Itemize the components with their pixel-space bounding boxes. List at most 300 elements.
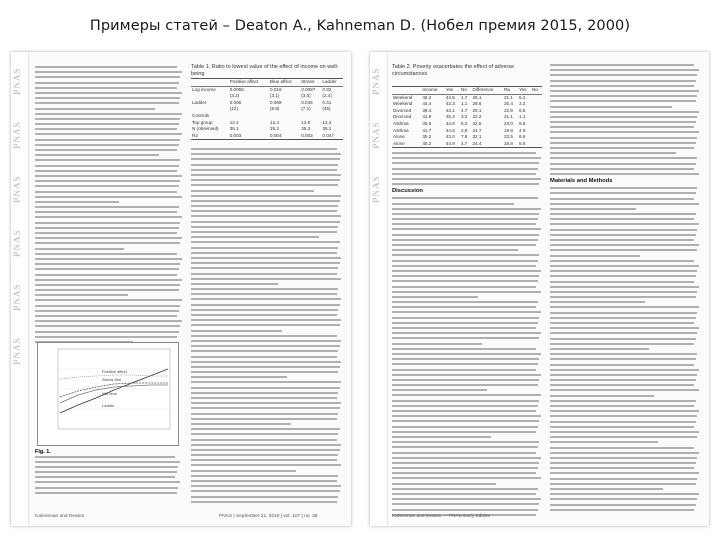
text-line (191, 381, 341, 383)
text-line (550, 317, 696, 319)
text-line (191, 387, 340, 389)
text-line (191, 464, 341, 466)
table-header-cell (392, 87, 421, 94)
text-line (191, 205, 338, 207)
text-line (550, 100, 696, 102)
text-line (191, 501, 337, 503)
table-cell: 2.9 (460, 127, 468, 133)
table-cell: (12) (229, 106, 238, 112)
text-line (392, 296, 478, 298)
table-header-cell: Ladder (321, 79, 343, 86)
journal-side-strip (370, 52, 388, 526)
table-row (392, 114, 542, 121)
text-line (550, 74, 697, 76)
table-row (191, 126, 343, 133)
text-line (392, 223, 536, 225)
text-line (35, 471, 177, 473)
text-line (35, 211, 177, 213)
table-row (191, 113, 343, 120)
text-line (35, 154, 159, 156)
table-header-cell: Yes (445, 87, 460, 94)
text-line (550, 223, 699, 225)
table-cell: 8.6 (519, 134, 526, 140)
table-cell: 38.4 (422, 107, 432, 113)
footer-left: Kahneman and Deaton (35, 514, 85, 519)
table-header-cell: No (460, 87, 472, 94)
journal-mark: PNAS (12, 229, 22, 257)
table-row (191, 106, 343, 113)
text-line (550, 208, 636, 210)
table-cell: 5.2 (519, 94, 526, 100)
table-1 (191, 78, 343, 140)
table-header-cell: Difference (471, 87, 502, 94)
figure-plot (37, 342, 179, 446)
text-line (550, 431, 699, 433)
journal-mark: PNAS (12, 337, 22, 365)
text-line (392, 152, 536, 154)
table-header-cell: Blue affect (269, 79, 300, 86)
text-line (550, 436, 697, 438)
table-row (191, 100, 343, 107)
text-line (392, 343, 482, 345)
text-line (35, 476, 175, 478)
text-line (392, 327, 536, 329)
table-cell (300, 113, 321, 120)
text-line (550, 229, 697, 231)
text-line (392, 369, 536, 371)
text-line (550, 301, 645, 303)
text-line (392, 509, 538, 511)
text-line (191, 174, 341, 176)
text-line (35, 165, 179, 167)
text-line (191, 298, 341, 300)
table-cell: (2.4) (322, 93, 332, 99)
table-cell: R2 (192, 132, 198, 138)
text-line (35, 325, 180, 327)
text-line (35, 196, 182, 198)
text-line (392, 203, 514, 205)
journal-mark: PNAS (371, 175, 381, 203)
text-line (550, 322, 694, 324)
table-cell: 9.5 (519, 120, 526, 126)
table-cell: 24.7 (472, 127, 482, 133)
text-line (550, 116, 697, 118)
table-cell: 12.4 (322, 119, 332, 125)
text-line (191, 221, 340, 223)
table-cell: Ladder (192, 99, 207, 105)
text-line (35, 268, 179, 270)
table-cell: 0.045 (301, 99, 313, 105)
text-line (550, 90, 699, 92)
text-line (35, 227, 179, 229)
text-line (191, 444, 341, 446)
text-line (191, 330, 282, 332)
text-line (35, 232, 177, 234)
table-row (191, 86, 343, 93)
table-cell: 24.4 (472, 140, 482, 146)
text-line (35, 87, 177, 89)
text-line (392, 173, 536, 175)
text-line (550, 106, 672, 108)
table-row (392, 141, 542, 148)
text-line (191, 340, 341, 342)
text-line (35, 305, 180, 307)
text-line (550, 410, 699, 412)
text-line (392, 197, 538, 199)
table-cell: 46.2 (422, 94, 432, 100)
text-line (550, 213, 696, 215)
table-cell (229, 113, 269, 120)
text-line (550, 405, 694, 407)
text-line (35, 237, 182, 239)
text-line (392, 254, 539, 256)
journal-mark: PNAS (371, 121, 381, 149)
text-line (392, 483, 496, 485)
text-line (35, 242, 180, 244)
table-cell: 26.1 (472, 94, 482, 100)
text-line (550, 426, 694, 428)
text-line (550, 296, 696, 298)
text-line (191, 200, 340, 202)
text-line (191, 226, 338, 228)
text-line (191, 309, 338, 311)
table-cell: 0.004 (270, 132, 282, 138)
text-line (550, 281, 694, 283)
text-line (191, 262, 340, 264)
text-line (191, 195, 341, 197)
text-line (392, 306, 536, 308)
table-cell: 35.3 (301, 126, 311, 132)
text-line (392, 384, 538, 386)
text-line (550, 467, 694, 469)
text-line (550, 364, 694, 366)
text-line (392, 426, 538, 428)
text-line (191, 273, 337, 275)
text-line (35, 185, 179, 187)
text-line (392, 410, 536, 412)
table-cell: Weekend (393, 94, 413, 100)
text-line (550, 441, 658, 443)
table-row (191, 120, 343, 127)
text-line (550, 85, 694, 87)
text-line (392, 208, 541, 210)
table-cell: 23.5 (503, 134, 513, 140)
text-line (35, 487, 178, 489)
text-line (550, 421, 696, 423)
text-line (550, 358, 696, 360)
text-line (191, 413, 338, 415)
series-label: Not blue (102, 391, 117, 396)
table-cell: (3.1) (270, 93, 280, 99)
journal-mark: PNAS (12, 67, 22, 95)
text-line (550, 286, 699, 288)
table-cell: 0.0058 (229, 86, 244, 92)
table-cell: 5.2 (460, 120, 468, 126)
text-line (550, 395, 654, 397)
text-line (191, 392, 338, 394)
table-cell: 1.1 (460, 101, 468, 107)
text-line (392, 394, 541, 396)
text-line (191, 350, 338, 352)
text-line (550, 198, 694, 200)
text-line (550, 203, 699, 205)
table-row (392, 108, 542, 115)
text-line (35, 118, 180, 120)
text-line (550, 498, 697, 500)
table-cell: Weekend (393, 101, 413, 107)
table-header-cell: Yes (518, 87, 531, 94)
table-cell (269, 113, 300, 120)
table-cell: 23.0 (503, 120, 513, 126)
text-line (392, 322, 538, 324)
text-line (191, 179, 340, 181)
text-line (35, 263, 180, 265)
text-line (35, 108, 155, 110)
text-line (392, 400, 539, 402)
text-line (392, 493, 536, 495)
text-line (35, 299, 182, 301)
table-cell: 41.9 (422, 114, 432, 120)
text-line (191, 169, 337, 171)
text-line (550, 260, 694, 262)
table-cell: 0.003 (301, 132, 313, 138)
table-caption: Table 1. Ratio to lowest value of the effect of income on well-being (191, 64, 339, 77)
table-cell: 12.5 (301, 119, 311, 125)
table-cell: 32.1 (472, 134, 482, 140)
text-line (392, 286, 536, 288)
text-line (35, 170, 177, 172)
table-cell: Divorced (393, 114, 412, 120)
table-cell: 35.2 (270, 126, 279, 132)
table-header-cell: Stress (300, 79, 321, 86)
series-label: Ladder (102, 403, 115, 408)
text-line (191, 158, 340, 160)
table-cell: Asthma (393, 120, 409, 126)
text-line (35, 175, 182, 177)
text-line (191, 356, 337, 358)
text-line (550, 312, 697, 314)
text-line (550, 478, 697, 480)
text-line (550, 400, 696, 402)
table-cell: 44.4 (422, 101, 432, 107)
table-cell: 0.016 (270, 86, 282, 92)
text-line (392, 249, 518, 251)
text-line (35, 201, 119, 203)
text-line (392, 332, 541, 334)
table-cell: 4.7 (460, 107, 468, 113)
section-heading: Discussion (392, 188, 423, 195)
table-cell: 39.6 (422, 120, 432, 126)
text-line (191, 148, 337, 150)
text-line (392, 462, 539, 464)
table-cell: 25.4 (503, 101, 513, 107)
table-caption: Table 2. Poverty exacerbates the effect of adverse circumstances (392, 64, 515, 77)
text-line (35, 222, 180, 224)
text-line (392, 162, 539, 164)
text-line (550, 338, 696, 340)
text-line (392, 218, 538, 220)
table-cell: 43.0 (445, 134, 455, 140)
table-cell: 12.4 (270, 119, 279, 125)
text-line (191, 252, 337, 254)
table-header-cell: Ra (503, 87, 518, 94)
text-line (550, 142, 696, 144)
text-line (392, 280, 538, 282)
text-line (35, 144, 179, 146)
table-row (392, 101, 542, 108)
text-line (550, 415, 697, 417)
text-line (550, 306, 699, 308)
text-line (191, 153, 341, 155)
table-cell: 43.3 (445, 101, 455, 107)
figure-caption (35, 449, 181, 497)
text-line (392, 488, 538, 490)
text-line (35, 191, 177, 193)
table-cell: 3.3 (460, 114, 468, 120)
text-line (392, 358, 539, 360)
text-line (550, 64, 694, 66)
text-line (35, 248, 124, 250)
text-line (550, 163, 696, 165)
text-line (191, 428, 340, 430)
table-cell: 41.7 (422, 127, 432, 133)
table-cell: (3.2) (229, 93, 240, 99)
text-line (35, 82, 179, 84)
table-cell: 29.1 (472, 107, 482, 113)
text-line (550, 343, 694, 345)
table-cell: Asthma (393, 127, 409, 133)
text-line (191, 184, 338, 186)
figure-label: Fig. 1. (35, 449, 51, 455)
text-line (550, 80, 696, 82)
text-line (191, 241, 340, 243)
table-header-cell: No (531, 87, 542, 94)
table-row (392, 94, 542, 101)
table-cell: 44.5 (445, 94, 455, 100)
text-line (35, 461, 180, 463)
table-cell: (45) (322, 106, 331, 112)
text-line (191, 439, 337, 441)
footer: Kahneman and Deaton — PNAS Early Edition (392, 514, 491, 519)
table-cell: 35.2 (422, 134, 432, 140)
text-line (392, 301, 538, 303)
text-line (35, 466, 178, 468)
text-line (392, 503, 539, 505)
table-cell: 4.7 (460, 140, 468, 146)
text-line (392, 405, 538, 407)
table-cell: 44.8 (445, 120, 455, 126)
text-line (392, 234, 539, 236)
table-row (392, 134, 542, 141)
text-line (191, 304, 340, 306)
text-line (392, 389, 487, 391)
series-label: Stress free (102, 377, 122, 382)
table-cell: 12.4 (229, 119, 239, 125)
text-line (191, 293, 337, 295)
text-line (550, 462, 696, 464)
text-line (392, 275, 539, 277)
table-cell: 5.6 (519, 140, 526, 146)
table-cell: 43.1 (445, 107, 455, 113)
table-cell (191, 106, 229, 113)
text-line (550, 374, 697, 376)
text-line (392, 168, 538, 170)
table-row (191, 133, 343, 140)
table-cell: Log income (192, 86, 216, 92)
text-line (191, 267, 338, 269)
text-line (35, 331, 179, 333)
text-line (191, 361, 341, 363)
text-line (550, 379, 696, 381)
text-line (191, 402, 341, 404)
text-line (35, 133, 182, 135)
text-line (550, 137, 697, 139)
table-cell (191, 93, 229, 100)
section-heading: Materials and Methods (550, 178, 613, 185)
table-header-cell: Income (421, 87, 445, 94)
text-line (392, 467, 538, 469)
text-line (35, 66, 177, 68)
text-line (35, 336, 177, 338)
table-cell: 44.9 (445, 140, 455, 146)
text-line (550, 332, 697, 334)
text-line (550, 389, 699, 391)
text-line (191, 236, 319, 238)
table-2 (392, 86, 542, 148)
text-line (392, 415, 541, 417)
text-column-1 (392, 152, 542, 519)
text-line (392, 379, 539, 381)
text-line (550, 126, 694, 128)
text-line (392, 353, 541, 355)
text-line (191, 433, 338, 435)
text-line (392, 157, 541, 159)
text-line (35, 97, 180, 99)
table-cell: 0.047 (322, 132, 334, 138)
text-line (191, 490, 340, 492)
text-line (550, 291, 697, 293)
text-line (550, 452, 699, 454)
table-cell: 35.1 (229, 126, 239, 132)
table-cell: 22.6 (503, 107, 513, 113)
text-column-1 (35, 66, 183, 346)
text-line (35, 492, 177, 494)
table-cell: 6.5 (519, 107, 526, 113)
table-header-row (392, 87, 542, 94)
table-cell: 28.6 (472, 101, 482, 107)
text-line (550, 447, 694, 449)
table-row (392, 121, 542, 128)
text-line (191, 376, 287, 378)
text-column-2 (550, 64, 700, 514)
journal-mark: PNAS (12, 283, 22, 311)
text-line (191, 319, 341, 321)
text-line (191, 345, 340, 347)
text-line (550, 483, 696, 485)
table-cell: 4.9 (519, 127, 526, 133)
text-line (550, 131, 699, 133)
text-line (35, 102, 179, 104)
table-header-cell (191, 79, 229, 86)
text-line (35, 71, 182, 73)
text-line (392, 420, 539, 422)
text-line (550, 157, 697, 159)
text-line (191, 407, 340, 409)
text-line (191, 164, 338, 166)
text-line (392, 265, 536, 267)
text-line (392, 317, 539, 319)
text-line (550, 275, 696, 277)
